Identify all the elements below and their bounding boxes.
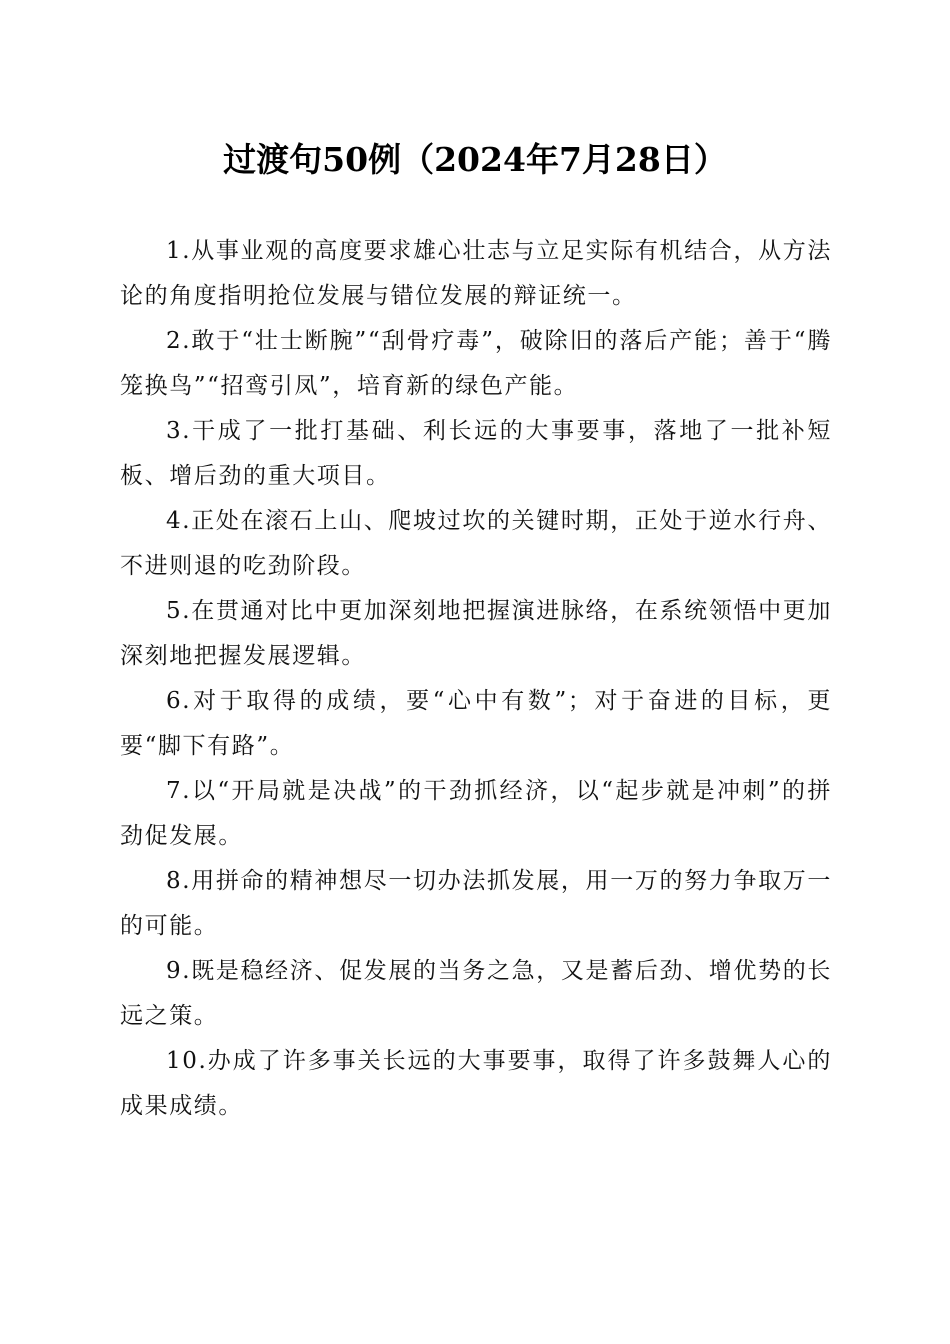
paragraph-6: 6.对于取得的成绩，要“心中有数”；对于奋进的目标，更要“脚下有路”。 [120, 688, 832, 759]
paragraph-1: 1.从事业观的高度要求雄心壮志与立足实际有机结合，从方法论的角度指明抢位发展与错位发展的辩证统一。 [120, 238, 832, 309]
paragraph-7: 7.以“开局就是决战”的干劲抓经济，以“起步就是冲刺”的拼劲促发展。 [120, 778, 832, 849]
document-body [120, 229, 832, 1129]
paragraph-9: 9.既是稳经济、促发展的当务之急，又是蓄后劲、增优势的长远之策。 [120, 958, 832, 1029]
paragraph-5: 5.在贯通对比中更加深刻地把握演进脉络，在系统领悟中更加深刻地把握发展逻辑。 [120, 598, 832, 669]
paragraph-8: 8.用拼命的精神想尽一切办法抓发展，用一万的努力争取万一的可能。 [120, 868, 832, 939]
paragraph-3: 3.干成了一批打基础、利长远的大事要事，落地了一批补短板、增后劲的重大项目。 [120, 418, 832, 489]
paragraph-4: 4.正处在滚石上山、爬坡过坎的关键时期，正处于逆水行舟、不进则退的吃劲阶段。 [120, 508, 832, 579]
document-title: 过渡句50例（2024年7月28日） [223, 140, 727, 179]
paragraph-2: 2.敢于“壮士断腕”“刮骨疗毒”，破除旧的落后产能；善于“腾笼换鸟”“招鸾引凤”，培育新的绿色产能。 [120, 328, 832, 399]
paragraph-10: 10.办成了许多事关长远的大事要事，取得了许多鼓舞人心的成果成绩。 [120, 1048, 832, 1119]
